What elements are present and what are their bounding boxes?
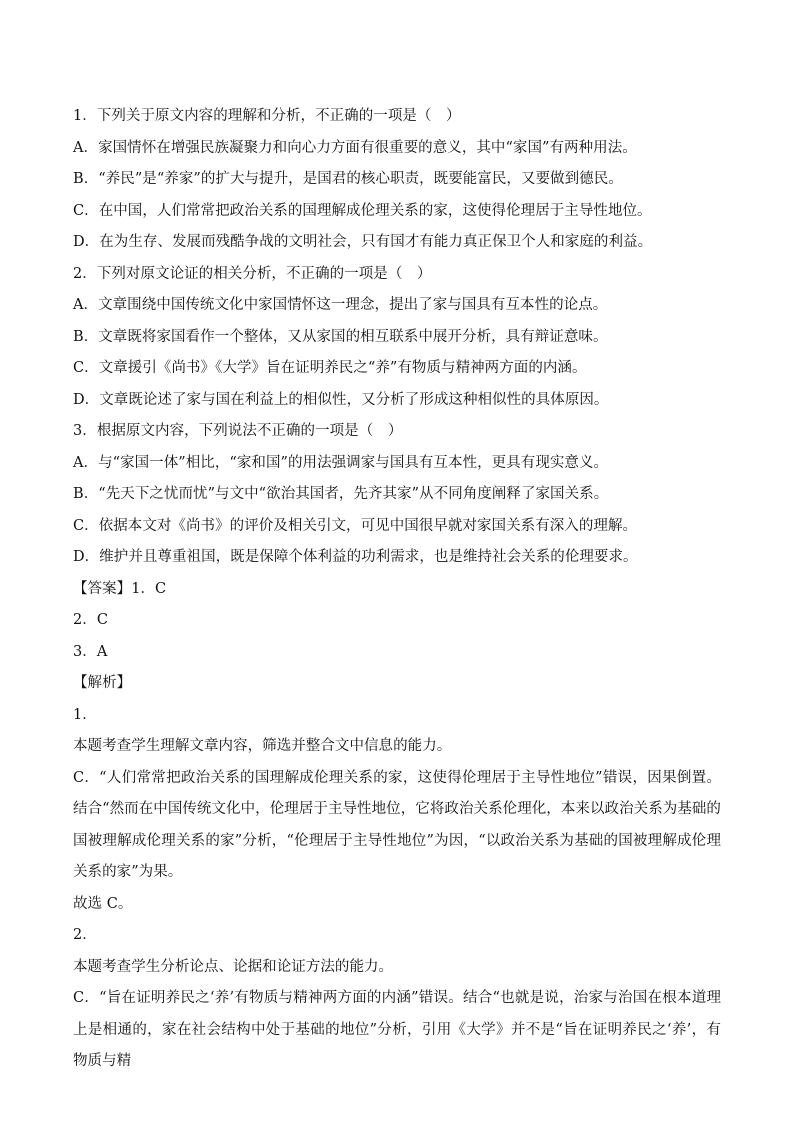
analysis-q2-intro: 本题考查学生分析论点、论据和论证方法的能力。 — [73, 958, 394, 975]
question-1-stem: 1．下列关于原文内容的理解和分析，不正确的一项是（ ） — [73, 108, 461, 124]
answer-line-3: 3．A — [73, 643, 108, 660]
question-1-option-c: C．在中国，人们常常把政治关系的国理解成伦理关系的家，这使得伦理居于主导性地位。 — [73, 202, 652, 219]
analysis-q1-intro: 本题考查学生理解文章内容，筛选并整合文中信息的能力。 — [73, 738, 452, 754]
answer-header: 【答案】1．C — [73, 580, 167, 597]
question-2-stem: 2．下列对原文论证的相关分析，不正确的一项是（ ） — [73, 265, 432, 282]
analysis-q1-body: C．“人们常常把政治关系的国理解成伦理关系的家，这使得伦理居于主导性地位”错误，因果倒置。结合“然而在中国传统文化中，伦理居于主导性地位，它将政治关系伦理化，本来以政治关系为基础的国被理解成伦理关系的家”分析，“伦理居于主导性地位”为因，“以政治关系为基础的国被理解成伦理关系的家”为果。 — [73, 769, 721, 880]
question-2-option-a: A．文章围绕中国传统文化中家国情怀这一理念，提出了家与国具有互本性的论点。 — [73, 297, 608, 313]
question-3-option-d: D．维护并且尊重祖国，既是保障个体利益的功利需求，也是维持社会关系的伦理要求。 — [73, 549, 638, 565]
question-3-option-c: C．依据本文对《尚书》的评价及相关引文，可见中国很早就对家国关系有深入的理解。 — [73, 517, 638, 534]
question-2-option-b: B．文章既将家国看作一个整体，又从家国的相互联系中展开分析，具有辩证意味。 — [73, 328, 608, 345]
analysis-q2-body: C．“旨在证明养民之‘养’有物质与精神两方面的内涵”错误。结合“也就是说，治家与治国在根本道理上是相通的，家在社会结构中处于基础的地位”分析，引用《大学》并不是“旨在证明养民之‘养’，有物质与精 — [73, 990, 721, 1069]
analysis-q1-conclusion: 故选 C。 — [73, 895, 133, 912]
question-3-option-b: B．“先天下之忧而忧”与文中“欲治其国者，先齐其家”从不同角度阐释了家国关系。 — [73, 486, 609, 502]
analysis-q1-number: 1． — [73, 706, 97, 723]
question-3-option-a: A．与“家国一体”相比，“家和国”的用法强调家与国具有互本性，更具有现实意义。 — [73, 454, 609, 471]
analysis-q2-number: 2． — [73, 927, 97, 943]
answer-line-2: 2．C — [73, 612, 108, 628]
document-content — [73, 101, 721, 1078]
question-3-stem: 3．根据原文内容，下列说法不正确的一项是（ ） — [73, 423, 403, 439]
analysis-header: 【解析】 — [73, 675, 132, 691]
question-1-option-b: B．“养民”是“养家”的扩大与提升，是国君的核心职责，既要能富民，又要做到德民。 — [73, 171, 623, 187]
question-1-option-a: A．家国情怀在增强民族凝聚力和向心力方面有很重要的意义，其中“家国”有两种用法。 — [73, 139, 637, 156]
question-1-option-d: D．在为生存、发展而残酷争战的文明社会，只有国才有能力真正保卫个人和家庭的利益。 — [73, 234, 653, 250]
question-2-option-c: C．文章援引《尚书》《大学》旨在证明养民之“养”有物质与精神两方面的内涵。 — [73, 360, 587, 376]
question-2-option-d: D．文章既论述了家与国在利益上的相似性，又分析了形成这种相似性的具体原因。 — [73, 391, 609, 408]
